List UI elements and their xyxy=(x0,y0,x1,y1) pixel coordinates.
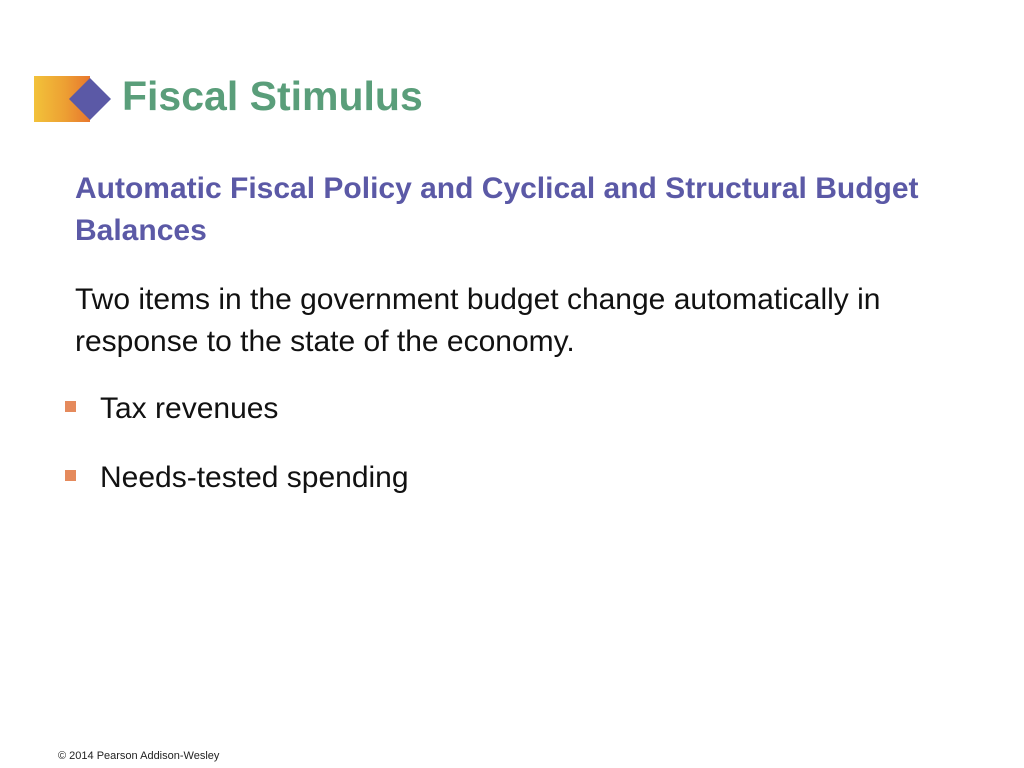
copyright-footer: © 2014 Pearson Addison-Wesley xyxy=(58,750,220,762)
square-bullet-icon xyxy=(65,401,76,412)
bullet-label: Tax revenues xyxy=(100,392,279,425)
title-accent-icon xyxy=(34,76,112,122)
list-item xyxy=(62,386,962,434)
body-paragraph: Two items in the government budget change automatically in response to the state of the economy. xyxy=(75,283,881,358)
bullet-list xyxy=(62,386,962,524)
square-bullet-icon xyxy=(65,470,76,481)
bullet-label: Needs-tested spending xyxy=(100,461,409,494)
slide-subtitle: Automatic Fiscal Policy and Cyclical and Structural Budget Balances xyxy=(75,172,919,247)
slide-title: Fiscal Stimulus xyxy=(122,73,423,119)
list-item xyxy=(62,455,962,503)
